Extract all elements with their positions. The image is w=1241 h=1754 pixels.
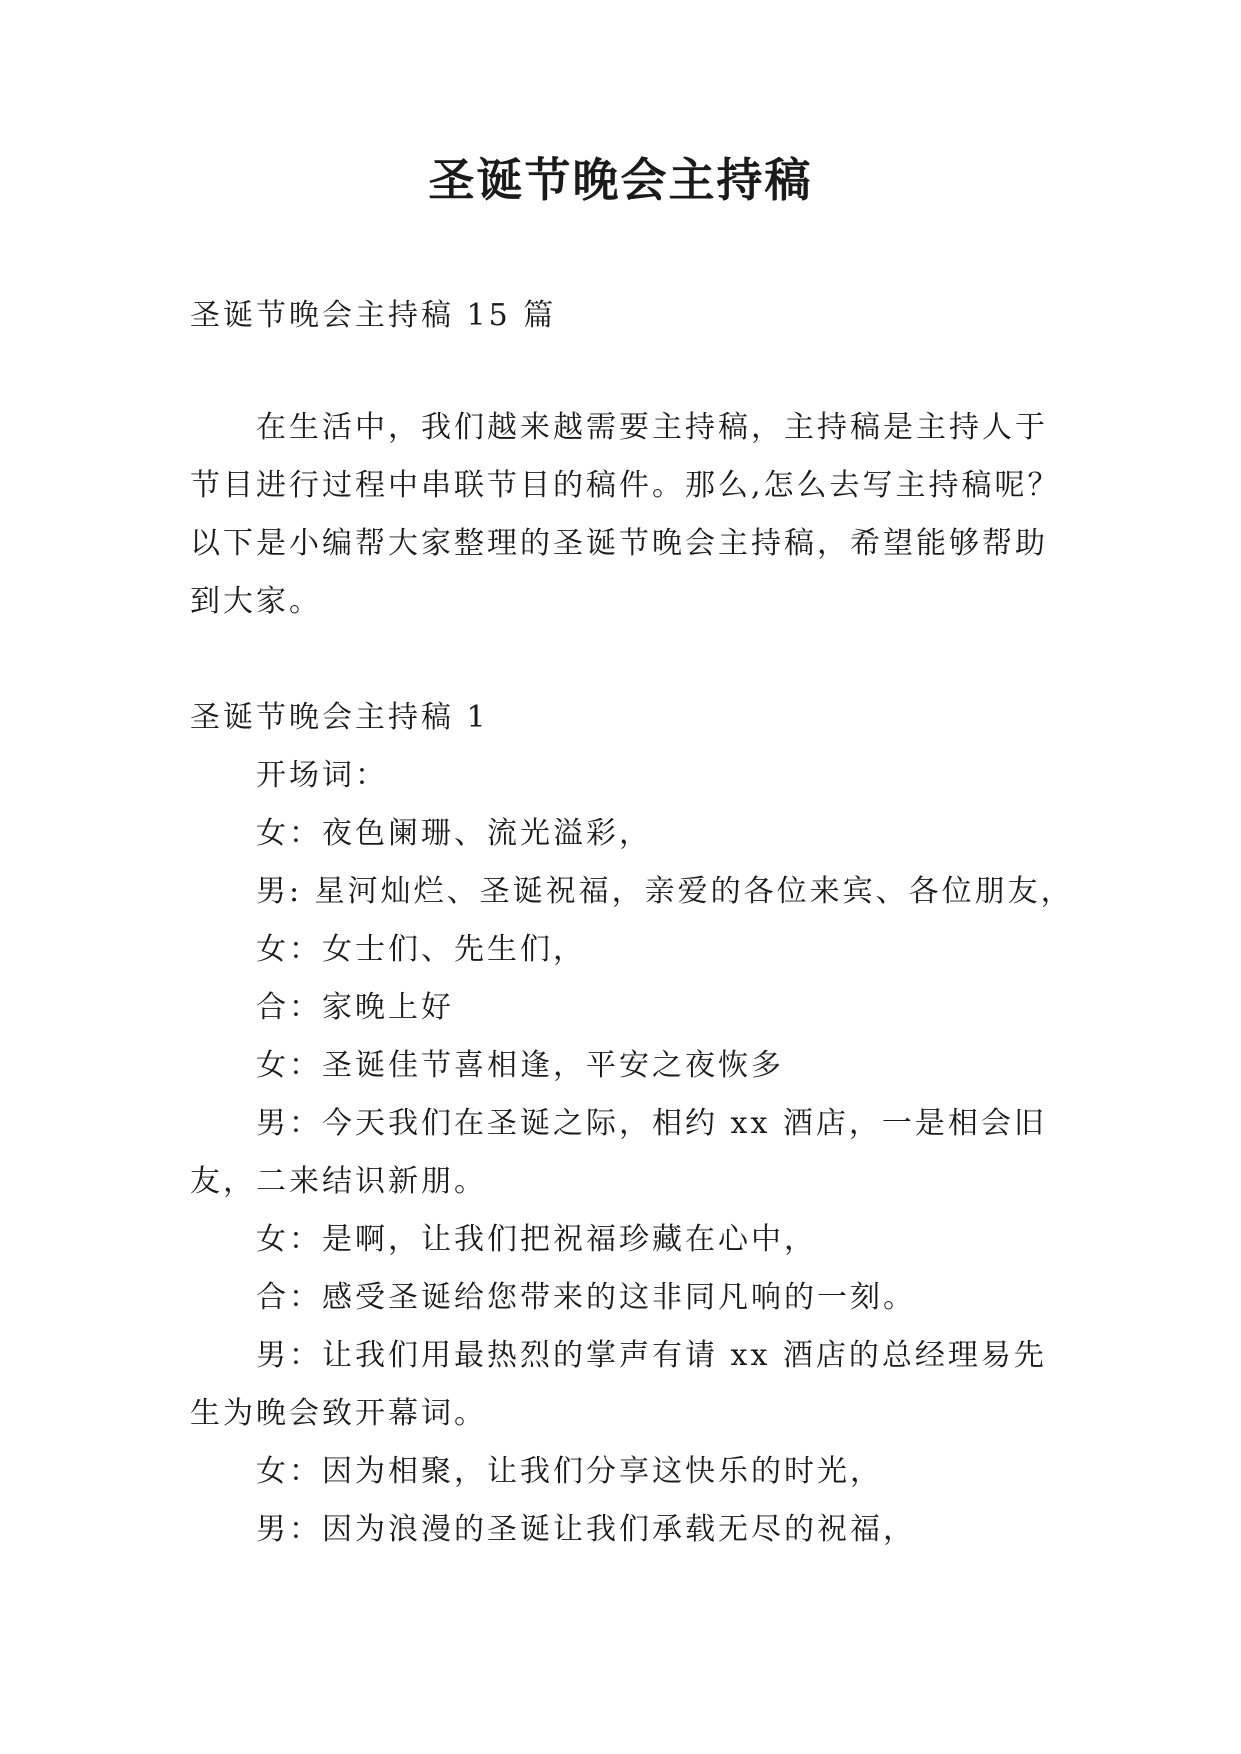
script-line: 男：让我们用最热烈的掌声有请 xx 酒店的总经理易先 xyxy=(256,1338,1047,1373)
document-title: 圣诞节晚会主持稿 xyxy=(428,153,813,207)
script-line: 生为晚会致开幕词。 xyxy=(190,1396,487,1431)
intro-line: 以下是小编帮大家整理的圣诞节晚会主持稿，希望能够帮助 xyxy=(190,526,1048,561)
document-subtitle: 圣诞节晚会主持稿 15 篇 xyxy=(190,298,557,333)
script-line: 女：女士们、先生们， xyxy=(256,932,586,967)
script-line: 男：因为浪漫的圣诞让我们承载无尽的祝福， xyxy=(256,1512,916,1547)
script-line: 女：圣诞佳节喜相逢，平安之夜恢多 xyxy=(256,1048,784,1083)
script-line: 友，二来结识新朋。 xyxy=(190,1164,487,1199)
script-line: 合：家晚上好 xyxy=(256,990,454,1025)
script-line: 合：感受圣诞给您带来的这非同凡响的一刻。 xyxy=(256,1280,916,1315)
script-line: 开场词： xyxy=(256,758,388,793)
intro-line: 在生活中，我们越来越需要主持稿，主持稿是主持人于 xyxy=(256,410,1048,445)
script-line: 男: 星河灿烂、圣诞祝福，亲爱的各位来宾、各位朋友， xyxy=(256,874,1074,909)
script-line: 女：因为相聚，让我们分享这快乐的时光， xyxy=(256,1454,883,1489)
script-line: 男：今天我们在圣诞之际，相约 xx 酒店，一是相会旧 xyxy=(256,1106,1047,1141)
intro-line: 到大家。 xyxy=(190,584,322,619)
section-title: 圣诞节晚会主持稿 1 xyxy=(190,700,489,735)
script-line: 女：夜色阑珊、流光溢彩， xyxy=(256,816,652,851)
script-line: 女：是啊，让我们把祝福珍藏在心中， xyxy=(256,1222,817,1257)
intro-line: 节目进行过程中串联节目的稿件。那么,怎么去写主持稿呢？ xyxy=(190,468,1061,503)
